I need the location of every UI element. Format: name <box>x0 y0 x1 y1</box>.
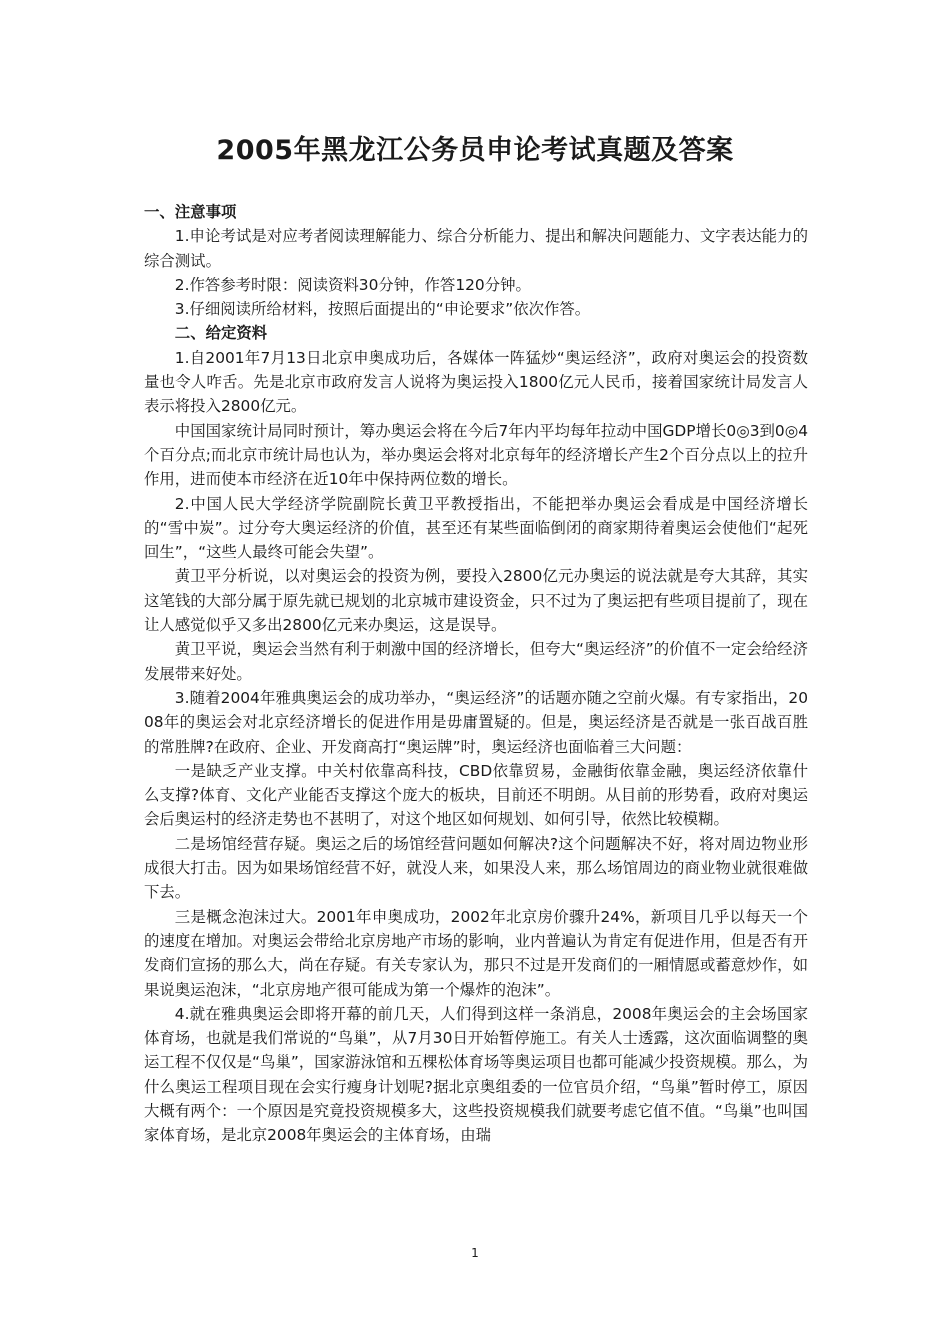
section-heading: 二、给定资料 <box>174 324 268 343</box>
paragraph: 2.中国人民大学经济学院副院长黄卫平教授指出，不能把举办奥运会看成是中国经济增长的“雪中炭”。过分夸大奥运经济的价值，甚至还有某些面临倒闭的商家期待着奥运会使他们“起死回生”，“这些人最终可能会失望”。 <box>144 494 808 562</box>
paragraph: 二是场馆经营存疑。奥运之后的场馆经营问题如何解决?这个问题解决不好，将对周边物业形成很大打击。因为如果场馆经营不好，就没人来，如果没人来，那么场馆周边的商业物业就很难做下去。 <box>144 834 808 902</box>
page-number: 1 <box>471 1246 479 1260</box>
paragraph: 1.自2001年7月13日北京申奥成功后，各媒体一阵猛炒“奥运经济”，政府对奥运会的投资数量也令人咋舌。先是北京市政府发言人说将为奥运投入1800亿元人民币，接着国家统计局发言人表示将投入2800亿元。 <box>144 348 808 416</box>
paragraph: 黄卫平分析说，以对奥运会的投资为例，要投入2800亿元办奥运的说法就是夸大其辞，其实这笔钱的大部分属于原先就已规划的北京城市建设资金，只不过为了奥运把有些项目提前了，现在让人感觉似乎又多出2800亿元来办奥运，这是误导。 <box>144 567 808 635</box>
paragraph: 三是概念泡沫过大。2001年申奥成功，2002年北京房价骤升24%，新项目几乎以每天一个的速度在增加。对奥运会带给北京房地产市场的影响，业内普遍认为肯定有促进作用，但是否有开发商们宣扬的那么大，尚在存疑。有关专家认为，那只不过是开发商们的一厢情愿或蓄意炒作，如果说奥运泡沫，“北京房地产很可能成为第一个爆炸的泡沫”。 <box>144 907 808 999</box>
paragraph: 4.就在雅典奥运会即将开幕的前几天，人们得到这样一条消息，2008年奥运会的主会场国家体育场，也就是我们常说的“鸟巢”，从7月30日开始暂停施工。有关人士透露，这次面临调整的奥运工程不仅仅是“鸟巢”，国家游泳馆和五棵松体育场等奥运项目也都可能减少投资规模。那么，为什么奥运工程项目现在会实行瘦身计划呢?据北京奥组委的一位官员介绍，“鸟巢”暂时停工，原因大概有两个：一个原因是究竟投资规模多大，这些投资规模我们就要考虑它值不值。“鸟巢”也叫国家体育场，是北京2008年奥运会的主体育场，由瑞 <box>144 1004 808 1145</box>
paragraph: 3.仔细阅读所给材料，按照后面提出的“申论要求”依次作答。 <box>174 300 591 319</box>
paragraph: 黄卫平说，奥运会当然有利于刺激中国的经济增长，但夸大“奥运经济”的价值不一定会给经济发展带来好处。 <box>144 640 808 683</box>
paragraph: 中国国家统计局同时预计，筹办奥运会将在今后7年内平均每年拉动中国GDP增长0◎3到0◎4个百分点;而北京市统计局也认为，举办奥运会将对北京每年的经济增长产生2个百分点以上的拉升作用，进而使本市经济在近10年中保持两位数的增长。 <box>144 421 808 489</box>
paragraph: 2.作答参考时限：阅读资料30分钟，作答120分钟。 <box>174 275 531 294</box>
paragraph: 3.随着2004年雅典奥运会的成功举办，“奥运经济”的话题亦随之空前火爆。有专家指出，2008年的奥运会对北京经济增长的促进作用是毋庸置疑的。但是，奥运经济是否就是一张百战百胜的常胜牌?在政府、企业、开发商高打“奥运牌”时，奥运经济也面临着三大问题： <box>144 688 808 756</box>
paragraph: 1.申论考试是对应考者阅读理解能力、综合分析能力、提出和解决问题能力、文字表达能力的综合测试。 <box>144 227 808 270</box>
paragraph: 一是缺乏产业支撑。中关村依靠高科技，CBD依靠贸易，金融街依靠金融，奥运经济依靠什么支撑?体育、文化产业能否支撑这个庞大的板块，目前还不明朗。从目前的形势看，政府对奥运会后奥运村的经济走势也不甚明了，对这个地区如何规划、如何引导，依然比较模糊。 <box>144 761 808 829</box>
document-body <box>144 200 808 1148</box>
document-title: 2005年黑龙江公务员申论考试真题及答案 <box>216 135 734 166</box>
section-heading: 一、注意事项 <box>144 203 237 221</box>
